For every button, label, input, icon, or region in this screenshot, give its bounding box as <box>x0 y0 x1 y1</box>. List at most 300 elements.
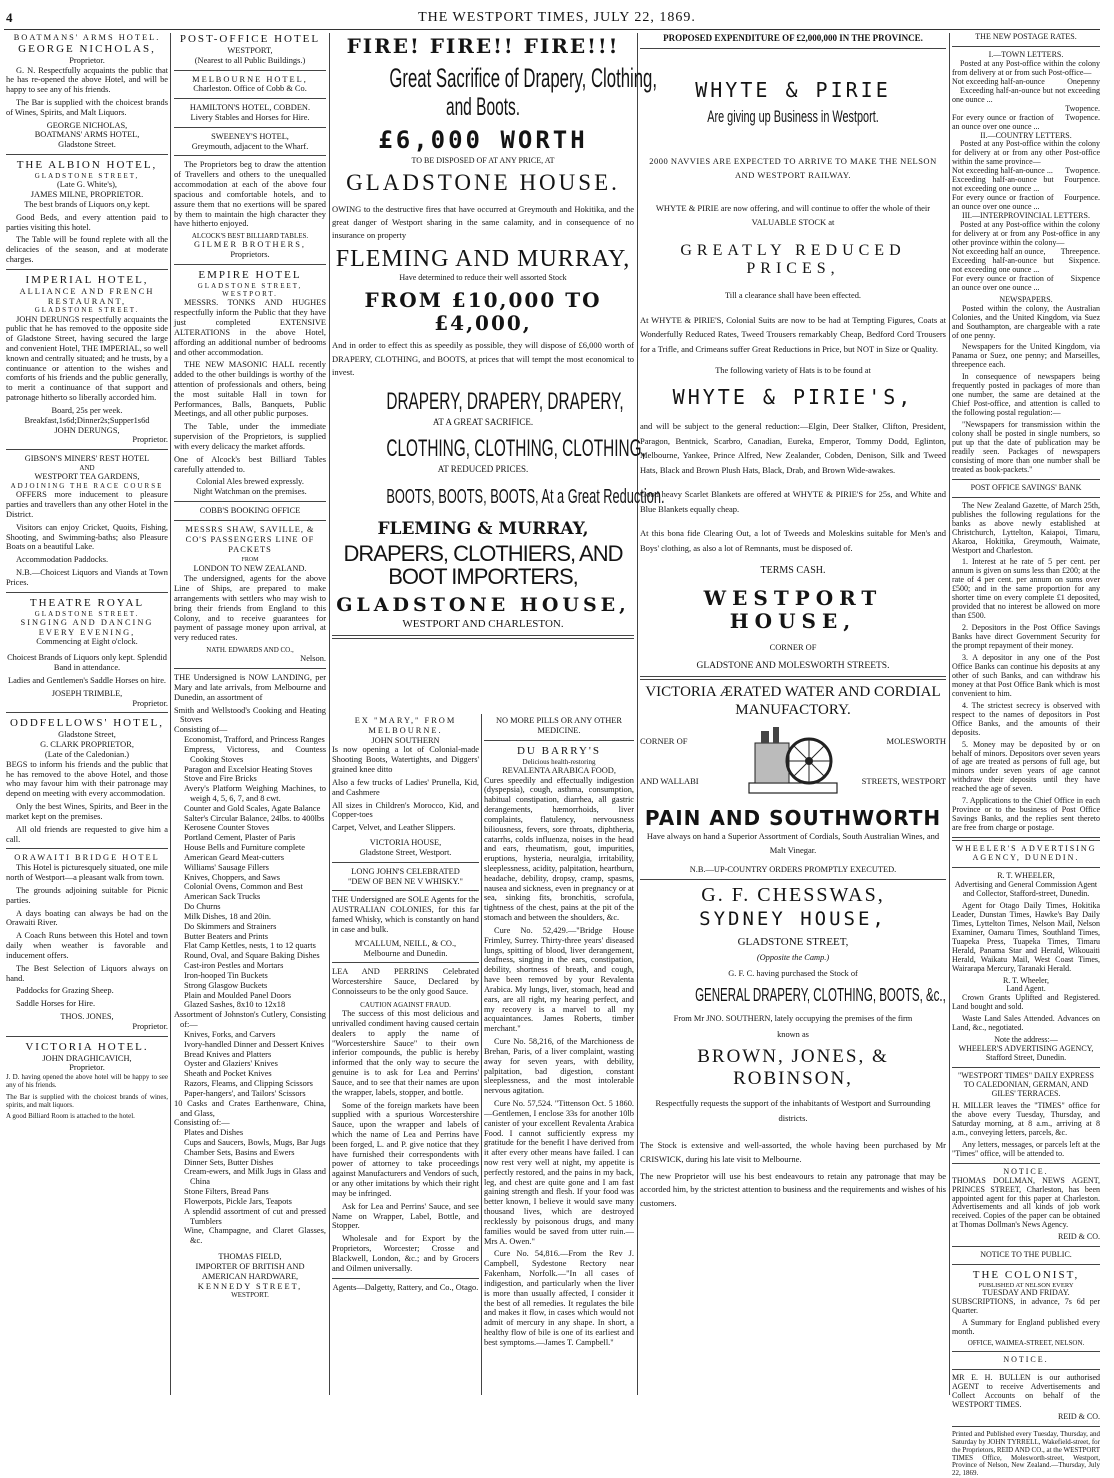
ad-street: GLADSTONE STREET. <box>34 609 140 618</box>
ad-note: ALCOCK'S BEST BILLIARD TABLES. <box>191 232 309 241</box>
divider <box>174 127 326 128</box>
ad-body: Wholesale and for Export by the Proprietors, Worcester; Crosse and Blackwell, London, &c.; and by Grocers and Oilmen universally. <box>332 1234 479 1273</box>
du-barry-ad <box>484 716 634 1395</box>
table-cell: For every ounce or fraction of an ounce over one ounce ... <box>952 273 1054 292</box>
ad-street: Gladstone Street, Westport. <box>359 847 452 857</box>
headline-pain-southworth: PAIN AND SOUTHWORTH <box>644 805 942 830</box>
divider <box>6 1036 168 1037</box>
headline-clothing: CLOTHING, CLOTHING, CLOTHING, <box>386 434 646 462</box>
ad-body: THE Undersigned is NOW LANDING, per Mary and late arrivals, from Melbourne and Dunedin, an assortment of <box>174 673 326 702</box>
ad-title: NOTICE. <box>1003 1166 1049 1176</box>
list-item: Consisting of— <box>174 725 228 735</box>
ad-body: Is now opening a lot of Colonial-made Shooting Boots, Watertights, and Diggers' grained knee ditto <box>332 745 479 775</box>
list-item: 10 Casks and Crates Earthenware, China, and Glass, <box>174 1098 326 1118</box>
ad-body: Any letters, messages, or parcels left at the "Times" office, will be attended to. <box>952 1139 1100 1158</box>
table-cell: Twopence. <box>1065 103 1100 113</box>
ad-title: PROPOSED EXPENDITURE OF £2,000,000 IN THE PROVINCE. <box>663 33 923 43</box>
ad-body: The best brands of Liquors on,y kept. <box>24 199 150 209</box>
ad-street: OFFICE, WAIMEA-STREET, NELSON. <box>967 1338 1085 1347</box>
ad-body: Have always on hand a Superior Assortment of Cordials, South Australian Wines, and Malt Vinegar. <box>646 831 940 855</box>
ad-title: VICTORIA HOTEL. <box>25 1040 149 1053</box>
ad-title: DU BARRY'S <box>516 744 602 757</box>
ad-body: Saddle Horses for Hire. <box>16 999 96 1009</box>
masthead-rule <box>4 29 1100 30</box>
ad-body: The following variety of Hats is to be found at <box>715 366 871 376</box>
ad-role: Proprietor. <box>132 698 168 708</box>
ad-signature: KENNEDY STREET, <box>197 1281 303 1291</box>
list-item: Razors, Fleams, and Clipping Scissors <box>184 1079 313 1089</box>
ad-signature: WESTPORT. <box>231 1291 269 1300</box>
page-number: 4 <box>6 10 13 25</box>
ad-role: Proprietor. <box>69 55 105 65</box>
list-item: Flat Camp Kettles, nests, 1 to 12 quarts <box>184 941 316 951</box>
headline-worth: £6,000 WORTH <box>378 126 588 155</box>
ad-proprietor: G. CLARK PROPRIETOR, <box>40 740 134 750</box>
ad-title: ODDFELLOWS' HOTEL, <box>9 717 165 730</box>
ad-body: known as <box>777 1030 809 1040</box>
ad-body: Night Watchman on the premises. <box>193 487 307 497</box>
subhead: Have determined to reduce their well assorted Stock <box>399 273 567 283</box>
divider <box>952 1163 1100 1164</box>
ad-title: IMPERIAL HOTEL, <box>25 273 149 286</box>
albion-hotel-ad <box>6 159 168 265</box>
ad-signature: GILMER BROTHERS, <box>193 240 307 250</box>
ad-title: LONG JOHN'S CELEBRATED <box>351 866 460 876</box>
list-item: Cups and Saucers, Bowls, Mugs, Bar Jugs <box>184 1137 326 1147</box>
ad-body: A good Billiard Room is attached to the hotel. <box>6 1111 135 1120</box>
ad-body: Only the best Wines, Spirits, and Beer in the market kept on the premises. <box>6 802 168 821</box>
list-item: Empress, Victoress, and Countess Cooking Stoves <box>184 744 326 764</box>
ad-title: NO MORE PILLS OR ANY OTHER MEDICINE. <box>495 716 623 735</box>
table-cell: Fourpence. <box>1064 193 1100 203</box>
list-item: Consisting of:— <box>174 1118 230 1128</box>
ad-body: Cure No. 52,429.—"Bridge House Frimley, Surrey. Thirty-three years' diseased lungs, spitting of blood, liver derangement, deafness, singing in the ears, constipation, debility, shortness of breath, and cough, have been removed by your Revalenta Arabica. My lungs, liver, stomach, head and ears, are all right, my hearing perfect, and my recovery is a marvel to all my acquaintances. James Roberts, timber merchant." <box>484 925 634 1034</box>
ad-name: JOHN DRAGHICAVICH, <box>42 1053 132 1063</box>
list-item: Kerosene Counter Stoves <box>184 823 270 833</box>
ad-title: POST OFFICE SAVINGS' BANK <box>970 482 1082 492</box>
headline-sacrifice: Great Sacrifice of Drapery, Clothing, <box>389 63 658 94</box>
table-cell: Fourpence. <box>1064 175 1100 185</box>
divider <box>174 264 326 265</box>
list-item: Plates and Dishes <box>184 1128 244 1138</box>
headline-aerated: VICTORIA ÆRATED WATER AND CORDIAL MANUFACTORY. <box>645 684 941 718</box>
empire-hotel-ad <box>174 269 326 497</box>
cobb-booking-ad <box>174 506 326 664</box>
divider <box>174 520 326 521</box>
subhead: TO BE DISPOSED OF AT ANY PRICE, AT <box>411 156 555 166</box>
table-cell: For every ounce or fraction of an ounce over one ounce ... <box>952 193 1054 212</box>
headline-brown-jones: BROWN, JONES, & ROBINSON, <box>697 1046 889 1090</box>
ad-body: "Newspapers for transmission within the colony shall be posted in single numbers, so put up that the date of publication may be readily seen. Packages of newspapers consisting of more than one number shall be treated as book-packets." <box>952 420 1100 474</box>
ad-signature: JOSEPH TRIMBLE, <box>51 688 123 698</box>
table-cell: Exceeding half-an-ounce but not exceeding one ounce ... <box>952 85 1100 104</box>
list-item: Paragon and Excelsior Heating Stoves <box>184 764 313 774</box>
ad-body: WHYTE & PIRIE are now offering, and will continue to offer the whole of their VALUABLE STOCK at <box>655 202 931 228</box>
gibson-hotel-ad <box>6 454 168 587</box>
savings-regulations <box>952 558 1100 833</box>
ad-body: Cure No. 58,216, of the Marchioness de Brehan, Paris, of a liver complaint, wasting away for seven years, with debility, palpitation, bad digestion, constant sleeplessness, and the most intolerable nervous agitation. <box>484 1037 634 1096</box>
ad-body: Accommodation Paddocks. <box>16 555 109 565</box>
ad-body: STREETS, WESTPORT <box>861 775 946 786</box>
ad-signature: THOS. JONES, <box>60 1012 114 1021</box>
divider <box>174 155 326 156</box>
ad-body: Crown Grants Uplifted and Registered. Land bought and sold. <box>952 993 1100 1012</box>
ad-signature: NATH. EDWARDS AND CO., <box>206 646 294 655</box>
ad-body: And in order to effect this as speedily as possible, they will dispose of £6,000 worth of DRAPERY, CLOTHING, and BOOTS, at prices that will tempt the most economical to invest. <box>332 340 634 377</box>
ad-title: SINGING AND DANCING <box>20 617 154 627</box>
list-item: Salter's Circular Balance, 24lbs. to 400lbs <box>184 813 325 823</box>
list-item: Cast-iron Pestles and Mortars <box>184 961 284 971</box>
ad-body: BEGS to inform his friends and the public that he has removed to the above Hotel, and those who may favour him with their patronage may depend on meeting with every accommodation. <box>6 759 168 799</box>
ad-subtitle: Livery Stables and Horses for Hire. <box>190 113 310 122</box>
ad-body: The New Zealand Gazette, of March 25th, publishes the following regulations for the banks as above newly established at Christchurch, Lyttelton, Kaiapoi, Timaru, Akaroa, Hokitika, Greymouth, Waimate, Westport and Charleston. <box>952 500 1100 555</box>
ad-note: (Opposite the Camp.) <box>756 952 830 962</box>
list-item: Sheath and Pocket Knives <box>184 1069 272 1079</box>
boatmans-arms-ad <box>6 33 168 150</box>
list-item: Milk Dishes, 18 and 20in. <box>184 911 272 921</box>
ad-note: (Late G. White's), <box>57 180 117 190</box>
ad-body: SUBSCRIPTIONS, in advance, 7s 6d per Quarter. <box>952 1296 1100 1315</box>
divider <box>174 501 326 502</box>
headline-westport-house: WESTPORT HOUSE, <box>703 585 883 634</box>
ad-body: One of Alcock's best Billiard Tables carefully attended to. <box>174 454 326 474</box>
ad-body: Visitors can enjoy Cricket, Quoits, Fishing, Shooting, and Swimming-baths; also Pleasure Boats on a beautiful Lake. <box>6 522 168 552</box>
subhead: AT REDUCED PRICES. <box>437 463 529 474</box>
headline-firm: FLEMING & MURRAY, <box>377 519 589 540</box>
ad-body: A Coach Runs between this Hotel and town daily when weather is favorable and inducement offers. <box>6 931 168 960</box>
divider <box>484 740 634 741</box>
divider <box>6 449 168 450</box>
list-item: 2. Depositors in the Post Office Savings Banks have direct Government Security for the prompt repayment of their money. <box>952 623 1100 651</box>
list-item: Assortment of Johnston's Cutlery, Consisting of:— <box>174 1010 326 1030</box>
headline-boots: and Boots. <box>445 93 521 122</box>
ad-role: Proprietors. <box>230 250 270 260</box>
table-row <box>952 114 1100 132</box>
ad-body: Agent for Otago Daily Times, Hokitika Leader, Dunstan Times, Hawke's Bay Daily Times, Lyttelton Times, Nelson Mail, Nelson Examiner, Oamaru Times, Southland Times, Tuapeka Press, Tuapeka Times, Timaru Herald, Panama Star and Herald, Wikouaiti Herald, Waikatu Mail, West Coast Times, Wairarapa Mercury, Taranaki Herald. <box>952 900 1100 973</box>
ad-body: All sizes in Children's Morocco, Kid, and Copper-toes <box>332 800 479 820</box>
table-cell: Sixpence. <box>1068 255 1100 265</box>
divider <box>952 1246 1100 1247</box>
ad-title: WESTPORT, <box>227 45 273 55</box>
ad-body: Some of the foreign markets have been supplied with a spurious Worcestershire Sauce, upon the wrapper and labels of which the name of Lea and Perrins have been forged, L. and P. give notice that they have furnished their correspondents with power of attorney to take proceedings against Manufacturers and Vendors of such, or any other imitations by which their right may be infringed. <box>332 1100 479 1198</box>
list-item: American Sack Trucks <box>184 892 261 902</box>
ad-body: Ladies and Gentlemen's Saddle Horses on hire. <box>7 675 167 685</box>
fleming-murray-ad <box>332 33 665 713</box>
ad-title: REVALENTA ARABICA FOOD, <box>502 765 616 775</box>
orawaiti-hotel-ad <box>6 853 168 1031</box>
divider <box>174 668 326 669</box>
list-item: Avery's Platform Weighing Machines, to weigh 4, 5, 6, 7, and 8 cwt. <box>184 784 326 803</box>
ad-town: Melbourne and Dunedin. <box>363 948 448 958</box>
ad-street: Stafford Street, Dunedin. <box>985 1053 1067 1063</box>
list-item: Oyster and Glaziers' Knives <box>184 1059 278 1069</box>
divider <box>640 48 946 49</box>
oddfellows-hotel-ad <box>6 717 168 844</box>
list-item: Iron-hooped Tin Buckets <box>184 970 268 980</box>
table-cell: For every ounce or fraction of an ounce over one ounce ... <box>952 112 1054 131</box>
list-item: Do Skimmers and Strainers <box>184 921 277 931</box>
ad-title: THE ALBION HOTEL, <box>16 159 158 172</box>
ad-price: Breakfast,1s6d;Dinner2s;Supper1s6d <box>24 415 150 425</box>
ad-body: Colonial Ales brewed expressly. <box>196 477 304 487</box>
headline-drapery: DRAPERY, DRAPERY, DRAPERY, <box>386 387 624 415</box>
list-item: Wine, Champagne, and Claret Glasses, &c. <box>184 1226 326 1246</box>
ad-signature: REID & CO. <box>1058 1412 1100 1422</box>
ad-body: A days boating can always be had on the Orawaiti River. <box>6 908 168 928</box>
ad-title: MELBOURNE HOTEL, <box>192 74 308 84</box>
list-item: 3. A depositor in any one of the Post Office Banks can continue his deposits at any other of such Banks, and can withdraw his money at that Post Office Bank which is most convenient to him. <box>952 653 1100 698</box>
ad-title: THE NEW POSTAGE RATES. <box>975 32 1077 41</box>
ad-title: ALLIANCE AND FRENCH <box>19 286 155 296</box>
ad-body: Agents—Dalgetty, Rattery, and Co., Otago. <box>332 1282 479 1292</box>
list-item: Counter and Gold Scales, Agate Balance <box>184 803 321 813</box>
divider <box>332 890 479 891</box>
ad-body: THE NEW MASONIC HALL recently added to the other buildings is worthy of the attention of professionals and others, being the most suitable Hall in town for Performances, Balls, Banquets, Public Meetings, and all other public purposes. <box>174 360 326 419</box>
ad-proprietor: JAMES MILNE, PROPRIETOR. <box>30 190 144 200</box>
ad-body: The Bar is supplied with the choicest brands of Wines, Spirits, and Malt Liquors. <box>6 98 168 117</box>
headline-general-drapery: GENERAL DRAPERY, CLOTHING, BOOTS, &c., <box>695 985 946 1006</box>
ad-town: Nelson. <box>300 654 326 664</box>
column-rule <box>329 33 330 1395</box>
headline-house: GLADSTONE HOUSE, <box>336 593 630 616</box>
table-cell: Posted at any Post-office within the colony for delivery at or from any Post-office in any other province within the colony— <box>952 220 1100 247</box>
list-item: Dinner Sets, Butter Dishes <box>184 1157 274 1167</box>
ad-body: This Hotel is picturesquely situated, one mile north of Westport—a pleasant walk from town. <box>6 863 168 883</box>
list-item: Strong Glasgow Buckets <box>184 980 268 990</box>
column-4 <box>640 33 946 1395</box>
ad-title: RESTAURANT, <box>47 296 127 306</box>
table-cell: Not exceeding half-an-ounce <box>952 76 1045 86</box>
ad-title: WESTPORT TEA GARDENS, <box>34 472 140 482</box>
divider <box>952 1264 1100 1265</box>
table-row <box>952 194 1100 212</box>
ad-title: COBB'S BOOKING OFFICE <box>199 506 301 516</box>
ad-signature: IMPORTER OF BRITISH AND AMERICAN HARDWARE, <box>195 1261 305 1281</box>
divider <box>952 837 1100 841</box>
ad-body: TERMS CASH. <box>760 564 826 576</box>
list-item: Portland Cement, Plaster of Paris <box>184 833 296 843</box>
ad-body: The new Proprietor will use his best endeavours to retain any patronage that may be accorded him, by the strictest attention to business and the requirements and wishes of his customers. <box>640 1170 946 1208</box>
column-rule <box>481 714 482 1395</box>
ad-street: GLADSTONE STREET, <box>197 281 303 290</box>
headline-firm: FLEMING AND MURRAY, <box>335 246 631 273</box>
ad-name: GEORGE NICHOLAS, <box>18 42 156 55</box>
ad-body: A Summary for England published every month. <box>952 1317 1100 1336</box>
ad-role: Proprietor. <box>132 1021 168 1031</box>
ad-body: G. F. C. having purchased the Stock of <box>728 968 858 978</box>
ad-body: The undersigned, agents for the above Line of Ships, are prepared to make arrangements with settlers who may wish to bring their friends from England to this Colony, and to receive guarantees for payment of passage money upon arrival, at very reduced rates. <box>174 574 326 643</box>
ad-body: At WHYTE & PIRIE'S, Colonial Suits are now to be had at Tempting Figures, Coats at Wonderfully Reduced Rates, Tweed Trousers remarkably Cheap, Bedford Cord Trousers for a Trifle, and Crimeans suffer Great Reductions in Price, but NOT in Size or Quality. <box>640 314 946 354</box>
list-item: 7. Applications to the Chief Office in each Province or to the business of Post Office Savings Banks, and the replies sent thereto are free from charge or postage. <box>952 796 1100 833</box>
victoria-hotel-ad <box>6 1041 168 1120</box>
masthead-title: THE WESTPORT TIMES, JULY 22, 1869. <box>418 10 696 25</box>
ad-body: THOMAS DOLLMAN, NEWS AGENT, PRINCES STREET, Charleston, has been appointed agent for this paper at Charleston. Advertisements and all kinds of job work received. Copies of the paper can be obtained at Thomas Dollman's News Agency. <box>952 1175 1100 1230</box>
ad-signature: R. T. Wheeler, <box>1002 975 1050 985</box>
ad-note: (Late of the Caledonian.) <box>44 749 130 759</box>
ad-body: Ask for Lea and Perrins' Sauce, and see Name on Wrapper, Label, Bottle, and Stopper. <box>332 1201 479 1231</box>
column-2 <box>174 33 326 1395</box>
ad-role: Proprietor. <box>69 1063 105 1073</box>
list-item: 1. Interest at he rate of 5 per cent. per annum is given on sums less than £200; at the rate of 4 per cent. per annum on sums over £500; and in the same proportion for any shorter time on every complete £1 deposited, provided that no interest be allowed on more than £500. <box>952 557 1100 621</box>
ad-subtitle: Charleston. Office of Cobb & Co. <box>193 84 307 94</box>
ad-title: HAMILTON'S HOTEL, COBDEN. <box>189 103 311 113</box>
ad-body: H. MILLER leaves the "TIMES" office for the above every Tuesday, Thursday, and Saturday morning, at 8 a.m., arriving at 8 a.m., conveying letters, parcels, &c. <box>952 1100 1100 1137</box>
ad-title: POST-OFFICE HOTEL <box>179 33 321 45</box>
ad-body: OWING to the destructive fires that have occurred at Greymouth and Hokitika, and the great danger of Westport sharing in the same calamity, and in consequence of no insurance on property <box>332 203 634 241</box>
ad-body: Cure No. 54,816.—From the Rev J. Campbell, Sydestone Rectory near Fakenham, Norfolk.—"In all cases of indigestion, and particularly when the liver is more than usually affected, I consider it the best of all remedies. It regulates the bile and makes it flow, in cases which would not admit of mercury in any shape. In short, a healthy flow of bile is one of its earliest and best symptoms.—James T. Campbell." <box>484 1249 634 1347</box>
ad-street: GLADSTONE STREET, <box>34 172 140 180</box>
ad-title: "WESTPORT TIMES" DAILY EXPRESS TO CALEDONIAN, GERMAN, AND GILES' TERRACES. <box>957 1071 1094 1098</box>
list-item: Bread Knives and Platters <box>184 1049 272 1059</box>
list-item: Chamber Sets, Basins and Ewers <box>184 1147 295 1157</box>
ad-title: BOATMANS' ARMS HOTEL. <box>13 33 161 42</box>
list-item: 5. Money may be deposited by or on behalf of minors. Depositors over seven years of age are treated as persons of full age, but minors under seven years of age cannot withdraw their deposits until they have reached the age of seven. <box>952 739 1100 794</box>
subhead: AT A GREAT SACRIFICE. <box>432 416 534 427</box>
ad-body: Also a few trucks of Ladies' Prunella, Kid, and Cashmere <box>332 777 479 797</box>
table-row <box>952 140 1100 167</box>
list-item: Smith and Wellstood's Cooking and Heating Stoves <box>174 705 326 725</box>
list-item: Cream-ewers, and Milk Jugs in Glass and China <box>184 1167 326 1187</box>
ad-body: The Best Selection of Liquors always on hand. <box>6 963 168 983</box>
ad-title: EMPIRE HOTEL <box>198 269 302 282</box>
divider <box>6 592 168 593</box>
engine-left <box>640 737 739 787</box>
ad-street: GLADSTONE STREET. <box>34 306 140 315</box>
list-item: Round, Oval, and Square Baking Dishes <box>184 951 320 961</box>
ad-body: OFFERS more inducement to pleasure parties and travellers than any other Hotel in the District. <box>6 490 168 519</box>
postage-rates-table <box>952 51 1100 293</box>
ad-body: The Proprietors beg to draw the attention of Travellers and others to the unequalled accommodation at each of the above four spacious and comfortable hotels, and to assure them that no exertions will be spared by them to maintain the high character they have hitherto enjoyed. <box>174 160 326 229</box>
divider <box>332 862 479 863</box>
column-3-lower-left <box>332 716 479 1395</box>
ad-price: Board, 25s per week. <box>51 405 123 415</box>
ad-body: AND WALLABI <box>640 775 699 786</box>
column-rule <box>170 33 171 1395</box>
divider <box>174 98 326 99</box>
ad-title: ORAWAITI BRIDGE HOTEL <box>14 853 160 863</box>
ad-subtitle: NEWSPAPERS. <box>999 294 1053 304</box>
headline-whyte-pirie: WHYTE & PIRIE'S, <box>672 385 914 410</box>
ad-subtitle: CAUTION AGAINST FRAUD. <box>360 1000 451 1009</box>
ad-title: THEATRE ROYAL <box>29 596 145 609</box>
engine-row <box>640 723 946 801</box>
list-item: Flowerpots, Pickle Jars, Teapots <box>184 1196 292 1206</box>
ad-body: MESSRS. TONKS AND HUGHES respectfully inform the Public that they have just completed EXTENSIVE ALTERATIONS in the above Hotel, affording an additional number of bedrooms and other accommodation. <box>174 298 326 357</box>
divider <box>6 154 168 155</box>
ad-body: Posted within the colony, the Australian Colonies, and the United Kingdom, via Suez and Southampton, are chargeable with a rate of one penny. <box>952 303 1100 340</box>
ad-subtitle: (Nearest to all Public Buildings.) <box>194 55 306 65</box>
ad-body: Note the address:— <box>994 1035 1058 1045</box>
divider <box>6 269 168 270</box>
table-row <box>952 221 1100 248</box>
headline-boots-line: BOOTS, BOOTS, BOOTS, At a Great Reduction. <box>386 486 665 509</box>
hardware-ad <box>174 673 326 1300</box>
divider <box>640 879 946 880</box>
ad-signature: JOHN DERUNGS, <box>54 425 120 435</box>
theatre-royal-ad <box>6 597 168 709</box>
table-row <box>952 257 1100 275</box>
ad-body: The Stock is extensive and well-assorted, the whole having been purchased by Mr CRISWICK, during his late visit to Melbourne. <box>640 1140 946 1164</box>
headline-reduced-prices: GREATLY REDUCED PRICES, <box>680 241 906 278</box>
ad-body: MESSRS SHAW, SAVILLE, & CO'S PASSENGERS LINE OF PACKETS <box>185 524 315 554</box>
table-row <box>952 176 1100 194</box>
ad-title: THE COLONIST, <box>972 1269 1080 1282</box>
ad-signature: GEORGE NICHOLAS, <box>46 120 128 130</box>
post-office-hotel-ad <box>174 33 326 66</box>
divider <box>952 1369 1100 1370</box>
table-cell: Threepence. <box>1060 246 1100 256</box>
ad-body: CORNER OF <box>769 643 817 653</box>
ad-body: Advertising and General Commission Agent and Collector, Stafford-street, Dunedin. <box>954 879 1098 898</box>
ad-signature: REID & CO. <box>1058 1232 1100 1242</box>
ad-body: Choicest Brands of Liquors only kept. Splendid Band in attendance. <box>7 653 167 673</box>
imperial-hotel-ad <box>6 274 168 445</box>
list-item: A splendid assortment of cut and pressed Tumblers <box>184 1206 326 1226</box>
table-cell: I.—TOWN LETTERS. <box>988 49 1064 59</box>
table-cell: Exceeding half-an-ounce but not exceeding one ounce ... <box>952 255 1054 274</box>
ad-subtitle: PUBLISHED AT NELSON EVERY <box>978 1281 1074 1289</box>
ad-signature: M'CALLUM, NEILL, & CO., <box>354 938 457 948</box>
ad-signature: VICTORIA HOUSE, <box>369 838 442 848</box>
headline-giving-up: Are giving up Business in Westport. <box>707 106 879 126</box>
ad-title: NOTICE TO THE PUBLIC. <box>980 1250 1072 1260</box>
ad-body: Good heavy Scarlet Blankets are offered at WHYTE & PIRIE'S for 25s, and White and Blue Blankets equally cheap. <box>640 489 946 514</box>
list-item: Knives, Choppers, and Saws <box>184 872 281 882</box>
ad-name: JOHN SOUTHERN <box>371 735 440 745</box>
ad-body: GLADSTONE AND MOLESWORTH STREETS. <box>696 661 890 672</box>
engine-right <box>847 737 946 787</box>
ad-body: LEA AND PERRINS Celebrated Worcestershire Sauce, Declared by Connoisseurs to be the only good Sauce. <box>332 967 479 997</box>
ad-note: FROM <box>241 557 259 564</box>
table-cell: Posted at any Post-office within the colony from delivery at or from such Post-office— <box>952 58 1100 77</box>
ad-body: CORNER OF <box>640 735 688 746</box>
ad-body: 2000 NAVVIES ARE EXPECTED TO ARRIVE TO MAKE THE NELSON AND WESTPORT RAILWAY. <box>649 155 937 181</box>
subhead: WESTPORT AND CHARLESTON. <box>402 618 564 631</box>
ad-signature: THOMAS FIELD, <box>218 1252 282 1262</box>
list-item: Economist, Trafford, and Princess Ranges <box>184 735 325 745</box>
ad-body: G. N. Respectfully acquaints the public that he has re-opened the above Hotel, and will be happy to see any of his friends. <box>6 65 168 95</box>
divider <box>640 676 946 680</box>
list-item: Paper-hangers', and Tailors' Scissors <box>184 1088 306 1098</box>
divider <box>952 1351 1100 1352</box>
column-rule <box>949 33 950 1395</box>
column-5 <box>952 32 1100 1478</box>
ad-body: From Mr JNO. SOUTHERN, lately occupying the premises of the firm <box>673 1014 913 1024</box>
list-item: Plain and Moulded Panel Doors <box>184 990 292 1000</box>
ad-body: Paddocks for Grazing Sheep. <box>16 986 114 996</box>
ad-body: The Bar is supplied with the choicest brands of wines, spirits, and malt liquors. <box>6 1092 168 1109</box>
list-item: Stone Filters, Bread Pans <box>184 1187 269 1197</box>
ad-body: J. D. having opened the above hotel will be happy to see any of his friends. <box>6 1073 168 1090</box>
headline-chesswas: G. F. CHESSWAS, <box>701 884 885 907</box>
list-item: 4. The strictest secrecy is observed with respect to the names of depositors in Post Office Banks, and the amounts of their deposits. <box>952 700 1100 737</box>
ad-street: GLADSTONE STREET, <box>737 935 849 948</box>
ad-role: Proprietor. <box>132 435 168 445</box>
ad-body: The Table will be found replete with all the delicacies of the season, and at moderate charges. <box>6 235 168 264</box>
ad-body: Commencing at Eight o'clock. <box>36 637 138 647</box>
list-item: Williams' Sausage Fillers <box>184 862 269 872</box>
list-item: Do Churns <box>184 902 221 912</box>
ad-body: At this bona fide Clearing Out, a lot of Tweeds and Moleskins suitable for Men's and Boys' clothing, as also a lot of Remnants, must be disposed of. <box>640 528 946 553</box>
ad-title: EX "MARY," FROM MELBOURNE. <box>354 716 457 735</box>
headline-price-range: FROM £10,000 TO £4,000, <box>364 287 602 336</box>
ad-body: Cures speedily and effectually indigestion (dyspepsia), cough, asthma, consumption, habitual constipation, diarrhea, all gastric derangements, hæmorrhoids, liver complaints, flatulency, nervousness biliousness, fevers, sore throats, diphtheria, catarrhs, colds influenza, noises in the head and ears, rheumatism, gout, impurities, eruptions, hysteria, neuralgia, irritability, sleeplessness, acidity, palpitation, heartburn, headache, debility, dropsy, cramp, spasms, nausea and sickness, even in pregnancy or at sea, sinking fits, bronchitis, scrofula, tightness of the chest, pains at the pit of the stomach and between the shoulders, &c. <box>484 775 634 923</box>
table-cell: III.—INTERPROVINCIAL LETTERS. <box>962 211 1090 221</box>
divider <box>332 1278 479 1279</box>
table-cell: Sixpence <box>1070 273 1100 283</box>
machine-engraving-icon <box>745 723 841 801</box>
table-cell: Twopence. <box>1065 166 1100 176</box>
